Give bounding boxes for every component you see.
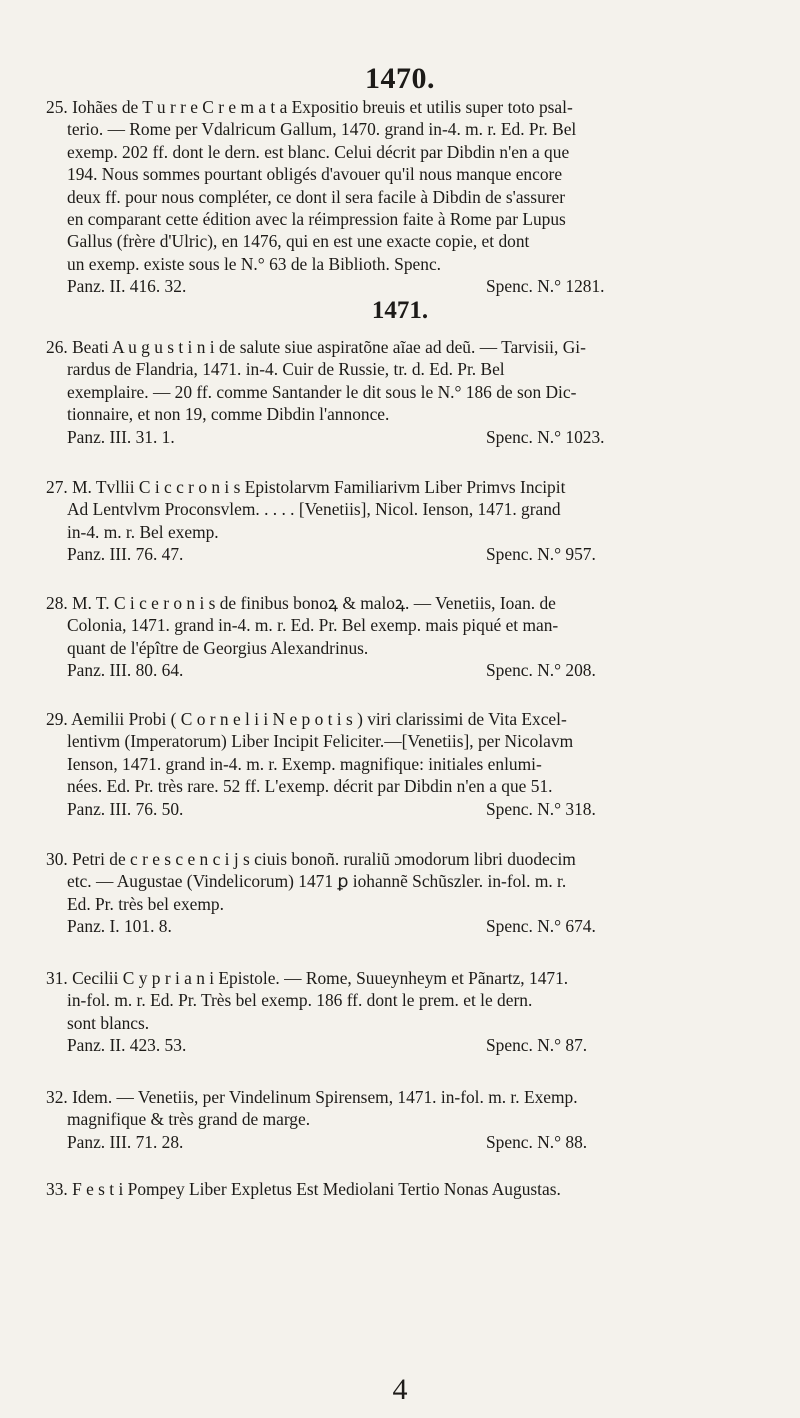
entry-31 xyxy=(46,967,766,1057)
spencer-reference: Spenc. N.° 87. xyxy=(486,1035,588,1056)
panzer-reference: Panz. III. 76. 50. xyxy=(67,798,184,819)
bibliographic-references xyxy=(46,915,766,937)
entry-line: terio. — Rome per Vdalricum Gallum, 1470. grand in-4. m. r. Ed. Pr. Bel xyxy=(67,119,577,140)
spencer-reference: Spenc. N.° 1281. xyxy=(486,276,605,297)
entry-line: 31. Cecilii C y p r i a n i Epistole. — Rome, Suueynheym et Pãnartz, 1471. xyxy=(46,968,569,988)
entry-25 xyxy=(46,96,766,298)
bibliographic-references xyxy=(46,1034,766,1056)
entry-line: 29. Aemilii Probi ( C o r n e l i i N e p o t i s ) viri clarissimi de Vita Excel- xyxy=(46,709,567,729)
entry-line: 32. Idem. — Venetiis, per Vindelinum Spirensem, 1471. in-fol. m. r. Exemp. xyxy=(46,1087,578,1107)
entry-line: Gallus (frère d'Ulric), en 1476, qui en est une exacte copie, et dont xyxy=(67,231,530,252)
spencer-reference: Spenc. N.° 318. xyxy=(486,798,596,819)
bibliographic-references xyxy=(46,659,766,681)
panzer-reference: Panz. III. 31. 1. xyxy=(67,426,175,447)
bibliographic-references xyxy=(46,543,766,565)
entry-27 xyxy=(46,476,766,566)
entry-line: nées. Ed. Pr. très rare. 52 ff. L'exemp. décrit par Dibdin n'en a que 51. xyxy=(67,776,553,797)
entry-line: exemplaire. — 20 ff. comme Santander le dit sous le N.° 186 de son Dic- xyxy=(67,381,577,402)
entry-line: tionnaire, et non 19, comme Dibdin l'annonce. xyxy=(67,404,390,425)
entry-32 xyxy=(46,1086,766,1153)
spencer-reference: Spenc. N.° 208. xyxy=(486,660,596,681)
entry-28 xyxy=(46,592,766,682)
entry-line: 194. Nous sommes pourtant obligés d'avouer qu'il nous manque encore xyxy=(67,164,563,185)
entry-line: Ienson, 1471. grand in-4. m. r. Exemp. magnifique: initiales enlumi- xyxy=(67,753,542,774)
panzer-reference: Panz. III. 76. 47. xyxy=(67,544,184,565)
spencer-reference: Spenc. N.° 88. xyxy=(486,1131,588,1152)
entry-line: en comparant cette édition avec la réimpression faite à Rome par Lupus xyxy=(67,209,566,230)
year-heading: 1471. xyxy=(371,297,429,324)
entry-line: rardus de Flandria, 1471. in-4. Cuir de Russie, tr. d. Ed. Pr. Bel xyxy=(67,359,505,380)
panzer-reference: Panz. II. 423. 53. xyxy=(67,1035,187,1056)
entry-line: in-fol. m. r. Ed. Pr. Très bel exemp. 186 ff. dont le prem. et le dern. xyxy=(67,990,533,1011)
entry-30 xyxy=(46,848,766,938)
spencer-reference: Spenc. N.° 957. xyxy=(486,544,596,565)
entry-26 xyxy=(46,336,766,448)
entry-29 xyxy=(46,708,766,820)
entry-33 xyxy=(46,1178,766,1200)
entry-line: etc. — Augustae (Vindelicorum) 1471 ꝑ iohannẽ Schũszler. in-fol. m. r. xyxy=(67,871,567,892)
entry-line: 26. Beati A u g u s t i n i de salute siue aspiratõne aĩae ad deũ. — Tarvisii, Gi- xyxy=(46,337,586,357)
entry-line: 25. Iohães de T u r r e C r e m a t a Expositio breuis et utilis super toto psal- xyxy=(46,97,573,117)
panzer-reference: Panz. III. 71. 28. xyxy=(67,1131,184,1152)
entry-line: un exemp. existe sous le N.° 63 de la Biblioth. Spenc. xyxy=(67,253,442,274)
panzer-reference: Panz. I. 101. 8. xyxy=(67,916,172,937)
entry-line: Colonia, 1471. grand in-4. m. r. Ed. Pr. Bel exemp. mais piqué et man- xyxy=(67,615,559,636)
entry-line: magnifique & très grand de marge. xyxy=(67,1109,311,1130)
bibliographic-references xyxy=(46,426,766,448)
entry-line: lentivm (Imperatorum) Liber Incipit Feliciter.—[Venetiis], per Nicolavm xyxy=(67,731,574,752)
entry-line: 28. M. T. C i c e r o n i s de finibus bonoꝝ & maloꝝ. — Venetiis, Ioan. de xyxy=(46,593,556,613)
panzer-reference: Panz. III. 80. 64. xyxy=(67,660,184,681)
entry-line: Ad Lentvlvm Proconsvlem. . . . . [Venetiis], Nicol. Ienson, 1471. grand xyxy=(67,499,561,520)
entry-line: exemp. 202 ff. dont le dern. est blanc. Celui décrit par Dibdin n'en a que xyxy=(67,141,570,162)
entry-line: 30. Petri de c r e s c e n c i j s ciuis bonoñ. ruraliũ ɔmodorum libri duodecim xyxy=(46,849,576,869)
running-head-year: 1470. xyxy=(365,62,435,95)
entry-line: deux ff. pour nous compléter, ce dont il sera facile à Dibdin de s'assurer xyxy=(67,186,566,207)
bibliographic-references xyxy=(46,798,766,820)
bibliographic-references xyxy=(46,1131,766,1153)
spencer-reference: Spenc. N.° 674. xyxy=(486,916,596,937)
entry-line: sont blancs. xyxy=(67,1012,150,1033)
page-folio: 4 xyxy=(392,1373,408,1406)
panzer-reference: Panz. II. 416. 32. xyxy=(67,276,187,297)
entry-line: 33. F e s t i Pompey Liber Expletus Est Mediolani Tertio Nonas Augustas. xyxy=(46,1179,561,1199)
entry-line: quant de l'épître de Georgius Alexandrinus. xyxy=(67,637,369,658)
spencer-reference: Spenc. N.° 1023. xyxy=(486,426,605,447)
bibliographic-references xyxy=(46,275,766,297)
entry-line: 27. M. Tvllii C i c c r o n i s Epistolarvm Familiarivm Liber Primvs Incipit xyxy=(46,477,566,497)
entry-line: Ed. Pr. très bel exemp. xyxy=(67,893,224,914)
entry-line: in-4. m. r. Bel exemp. xyxy=(67,521,219,542)
